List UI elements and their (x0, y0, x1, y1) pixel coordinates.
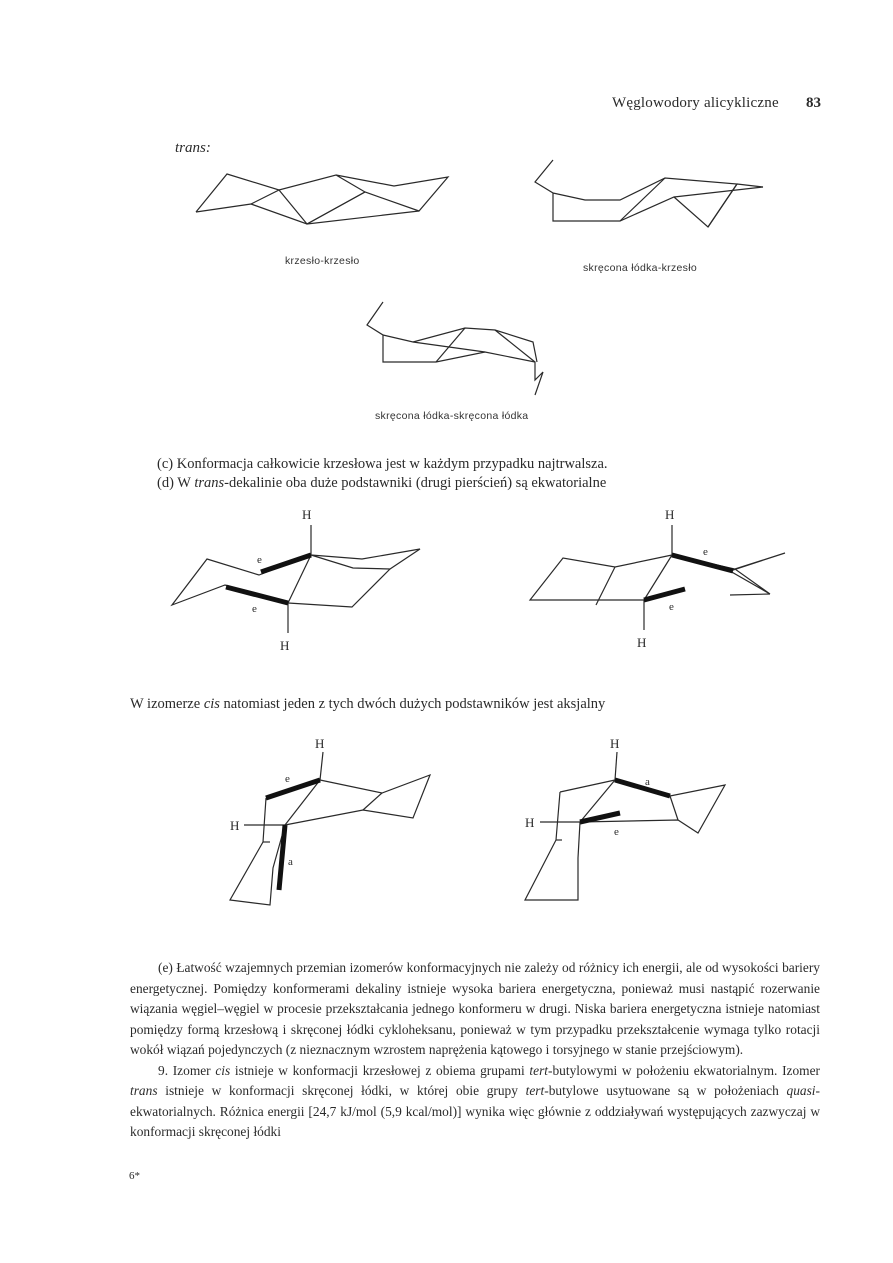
h-label: H (315, 736, 325, 751)
diagram-cis-decalin-right (520, 730, 740, 910)
diagram-twist-boat-chair (530, 155, 770, 235)
h-label: H (302, 507, 312, 522)
signature-mark: 6* (129, 1170, 140, 1182)
h-label: H (280, 638, 290, 653)
diagram-twist-boat-twist-boat (365, 300, 565, 410)
h-label: H (665, 507, 675, 522)
caption-twist-boat-twist-boat: skręcona łódka-skręcona łódka (375, 410, 529, 422)
eq-label: e (669, 601, 674, 613)
paragraph-c: (c) Konformacja całkowicie krzesłowa jest w każdym przypadku najtrwalsza. (157, 456, 608, 472)
paragraph-9: 9. Izomer cis istnieje w konformacji krzesłowej z obiema grupami tert-butylowymi w położeniu ekwatorialnym. Izomer trans istnieje w konformacji skręconej łódki, w której obie grupy tert-butylowe usytuowane są w położeniach quasi-ekwatorialnych. Różnica energii [24,7 kJ/mol (5,9 kcal/mol)] wynika więc głównie z oddziaływań występujących zazwyczaj w konformacji skręconej łódki (130, 1062, 820, 1139)
h-label: H (525, 815, 535, 830)
h-label: H (610, 736, 620, 751)
diagram-trans-decalin-right (525, 505, 805, 655)
running-title: Węglowodory alicykliczne (612, 95, 779, 111)
trans-label: trans: (175, 140, 211, 156)
ax-label: a (288, 856, 293, 868)
paragraph-cis: W izomerze cis natomiast jeden z tych dwóch dużych podstawników jest aksjalny (130, 696, 606, 712)
caption-twist-boat-chair: skręcona łódka-krzesło (583, 262, 697, 274)
eq-label: e (257, 554, 262, 566)
diagram-chair-chair (190, 170, 460, 230)
caption-chair-chair: krzesło-krzesło (285, 255, 360, 267)
eq-label: e (614, 826, 619, 838)
ax-label: a (645, 776, 650, 788)
eq-label: e (252, 603, 257, 615)
h-label: H (637, 635, 647, 650)
eq-label: e (703, 546, 708, 558)
body-text (130, 958, 820, 1143)
page-number: 83 (806, 95, 821, 111)
paragraph-e: (e) Łatwość wzajemnych przemian izomerów konformacyjnych nie zależy od różnicy ich energii, ale od wysokości bariery energetycznej. Pomiędzy konformerami dekaliny istnieje wysoka bariera energetyczna, ponieważ musi nastąpić rozerwanie wiązania węgiel–węgiel w procesie przekształcania jednego konformeru w drugi. Niska bariera energetyczna istnieje natomiast pomiędzy formą krzesłową i skręconej łódki cykloheksanu, ponieważ w tym przypadku przekształcenie wymaga tylko rotacji wokół wiązań pojedynczych (z nieznacznym wzrostem naprężenia kątowego i torsyjnego w stanie przejściowym). (130, 960, 820, 1057)
diagram-trans-decalin-left (165, 505, 445, 655)
eq-label: e (285, 773, 290, 785)
diagram-cis-decalin-left (225, 730, 445, 910)
h-label: H (230, 818, 240, 833)
paragraph-d: (d) W trans-dekalinie oba duże podstawniki (drugi pierścień) są ekwatorialne (157, 475, 607, 491)
